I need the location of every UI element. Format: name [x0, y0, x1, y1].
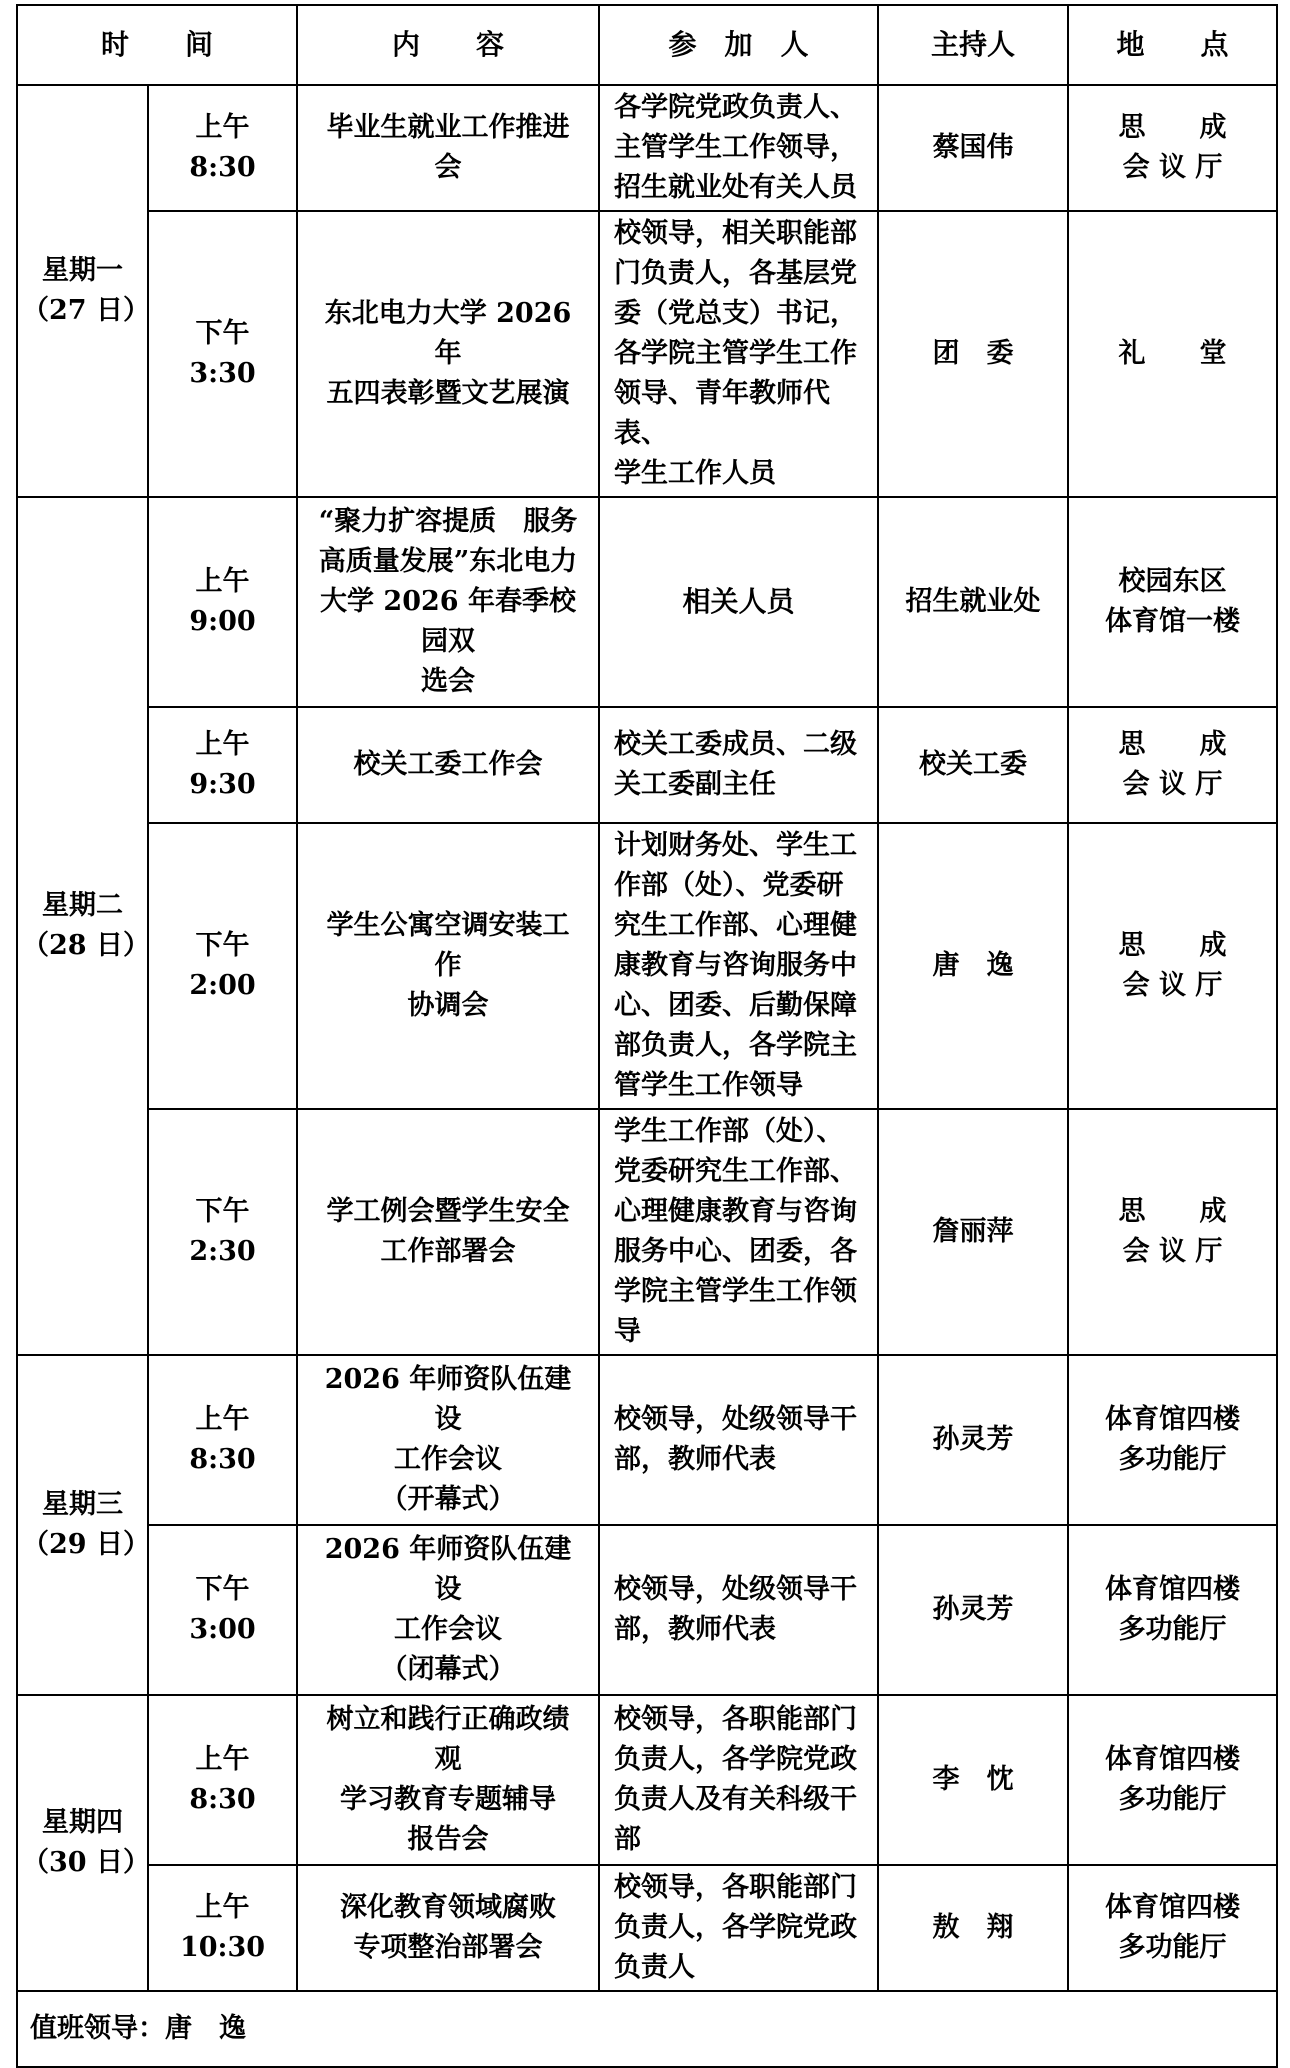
- participants-line: 部，教师代表: [614, 1614, 777, 1645]
- time-period: 下午: [195, 318, 250, 349]
- content-cell: [297, 497, 599, 707]
- time-cell: [148, 211, 297, 497]
- time-value: 2:00: [189, 970, 256, 1001]
- time-value: 8:30: [189, 152, 256, 183]
- host-cell: 蔡国伟: [878, 85, 1068, 211]
- day-label: 星期四: [42, 1807, 123, 1838]
- participants-cell: [599, 211, 878, 497]
- participants-line: 作部（处）、党委研: [614, 870, 844, 901]
- host-cell: 孙灵芳: [878, 1355, 1068, 1525]
- location-line: 体育馆一楼: [1105, 606, 1241, 637]
- time-period: 上午: [195, 112, 250, 143]
- content-line: 工作部署会: [380, 1236, 516, 1267]
- content-line: 校关工委工作会: [353, 749, 543, 780]
- schedule-body: [17, 85, 1277, 1991]
- participants-line: 导: [614, 1316, 642, 1347]
- participants-line: 部: [614, 1824, 642, 1855]
- content-cell: [297, 1865, 599, 1991]
- session-row: [17, 497, 1277, 707]
- day-cell: [17, 497, 148, 1355]
- participants-line: 委（党总支）书记，: [614, 298, 858, 329]
- location-line: 会 议 厅: [1122, 152, 1223, 183]
- participants-line: 学生工作部（处）、: [614, 1116, 844, 1147]
- location-line: 体育馆四楼: [1105, 1404, 1241, 1435]
- location-line: 多功能厅: [1118, 1932, 1227, 1963]
- host-cell: 唐 逸: [878, 823, 1068, 1109]
- participants-line: 负责人，各学院党政: [614, 1912, 858, 1943]
- location-cell: [1068, 1355, 1277, 1525]
- time-cell: [148, 85, 297, 211]
- duty-name: 唐 逸: [165, 2013, 246, 2044]
- participants-line: 关工委副主任: [614, 769, 777, 800]
- header-location: 地 点: [1068, 5, 1277, 85]
- time-period: 上午: [195, 1892, 250, 1923]
- time-value: 2:30: [189, 1236, 256, 1267]
- time-cell: [148, 1695, 297, 1865]
- participants-cell: [599, 85, 878, 211]
- participants-line: 究生工作部、心理健: [614, 910, 858, 941]
- host-cell: 詹丽萍: [878, 1109, 1068, 1355]
- time-value: 3:30: [189, 358, 256, 389]
- content-cell: [297, 707, 599, 823]
- location-cell: [1068, 1695, 1277, 1865]
- participants-line: 校领导，相关职能部: [614, 218, 858, 249]
- participants-line: 负责人: [614, 1952, 696, 1983]
- content-line: 高质量发展”东北电力: [318, 546, 578, 577]
- session-row: [17, 1355, 1277, 1525]
- participants-line: 心、团委、后勤保障: [614, 990, 858, 1021]
- time-cell: [148, 1525, 297, 1695]
- content-cell: [297, 823, 599, 1109]
- day-cell: [17, 1355, 148, 1695]
- header-row: [17, 5, 1277, 85]
- participants-line: 心理健康教育与咨询: [614, 1196, 858, 1227]
- duty-leader: [17, 1991, 1277, 2067]
- location-line: 思 成: [1118, 112, 1227, 143]
- location-cell: [1068, 707, 1277, 823]
- participants-line: 部负责人，各学院主: [614, 1030, 858, 1061]
- session-row: [17, 1525, 1277, 1695]
- day-date: （29 日）: [22, 1529, 150, 1560]
- time-cell: [148, 823, 297, 1109]
- content-cell: [297, 1695, 599, 1865]
- time-value: 9:00: [189, 606, 256, 637]
- content-line: （开幕式）: [380, 1484, 516, 1515]
- location-cell: [1068, 497, 1277, 707]
- participants-cell: [599, 707, 878, 823]
- participants-line: 计划财务处、学生工: [614, 830, 858, 861]
- participants-cell: [599, 1865, 878, 1991]
- participants-line: 相关人员: [682, 585, 795, 618]
- participants-line: 部，教师代表: [614, 1444, 777, 1475]
- content-cell: [297, 1109, 599, 1355]
- content-line: 2026 年师资队伍建设: [324, 1534, 572, 1605]
- content-line: （闭幕式）: [380, 1654, 516, 1685]
- location-line: 体育馆四楼: [1105, 1574, 1241, 1605]
- content-line: 深化教育领域腐败: [340, 1892, 557, 1923]
- host-cell: 校关工委: [878, 707, 1068, 823]
- participants-line: 服务中心、团委，各: [614, 1236, 858, 1267]
- content-line: 协调会: [407, 990, 489, 1021]
- content-line: 专项整治部署会: [353, 1932, 543, 1963]
- content-line: 大学 2026 年春季校园双: [320, 586, 576, 657]
- participants-cell: [599, 497, 878, 707]
- location-line: 思 成: [1118, 729, 1227, 760]
- participants-line: 校关工委成员、二级: [614, 729, 858, 760]
- participants-line: 学生工作人员: [614, 458, 777, 489]
- session-row: [17, 211, 1277, 497]
- time-cell: [148, 497, 297, 707]
- location-line: 多功能厅: [1118, 1784, 1227, 1815]
- participants-line: 负责人，各学院党政: [614, 1744, 858, 1775]
- content-line: “聚力扩容提质 服务: [318, 506, 578, 537]
- time-cell: [148, 1355, 297, 1525]
- day-label: 星期三: [42, 1489, 123, 1520]
- participants-cell: [599, 1525, 878, 1695]
- participants-line: 校领导，各职能部门: [614, 1872, 858, 1903]
- participants-line: 管学生工作领导: [614, 1070, 804, 1101]
- day-label: 星期二: [42, 890, 123, 921]
- time-period: 上午: [195, 729, 250, 760]
- time-value: 10:30: [179, 1932, 266, 1963]
- participants-line: 学院主管学生工作领: [614, 1276, 858, 1307]
- location-line: 会 议 厅: [1122, 970, 1223, 1001]
- session-row: [17, 85, 1277, 211]
- day-date: （28 日）: [22, 930, 150, 961]
- location-line: 会 议 厅: [1122, 1236, 1223, 1267]
- host-cell: 孙灵芳: [878, 1525, 1068, 1695]
- session-row: [17, 823, 1277, 1109]
- location-line: 礼 堂: [1118, 338, 1227, 369]
- participants-line: 领导、青年教师代表、: [614, 378, 831, 449]
- content-cell: [297, 85, 599, 211]
- location-line: 体育馆四楼: [1105, 1892, 1241, 1923]
- content-line: 报告会: [407, 1824, 489, 1855]
- day-date: （30 日）: [22, 1847, 150, 1878]
- time-period: 下午: [195, 930, 250, 961]
- content-line: 学习教育专题辅导: [340, 1784, 557, 1815]
- location-line: 思 成: [1118, 930, 1227, 961]
- content-line: 工作会议: [394, 1444, 503, 1475]
- day-cell: [17, 85, 148, 497]
- content-line: 学工例会暨学生安全: [326, 1196, 570, 1227]
- time-value: 8:30: [189, 1444, 256, 1475]
- time-period: 上午: [195, 1404, 250, 1435]
- host-cell: 李 忱: [878, 1695, 1068, 1865]
- time-period: 上午: [195, 1744, 250, 1775]
- content-line: 五四表彰暨文艺展演: [326, 378, 570, 409]
- participants-line: 招生就业处有关人员: [614, 172, 858, 203]
- time-value: 3:00: [189, 1614, 256, 1645]
- location-cell: [1068, 211, 1277, 497]
- content-line: 树立和践行正确政绩观: [326, 1704, 570, 1775]
- time-value: 8:30: [189, 1784, 256, 1815]
- header-host: 主持人: [878, 5, 1068, 85]
- location-cell: [1068, 1525, 1277, 1695]
- participants-cell: [599, 1109, 878, 1355]
- participants-line: 门负责人，各基层党: [614, 258, 858, 289]
- participants-line: 校领导，处级领导干: [614, 1574, 858, 1605]
- time-cell: [148, 1865, 297, 1991]
- participants-cell: [599, 1355, 878, 1525]
- time-value: 9:30: [189, 769, 256, 800]
- participants-line: 康教育与咨询服务中: [614, 950, 858, 981]
- location-cell: [1068, 85, 1277, 211]
- day-label: 星期一: [42, 255, 123, 286]
- location-cell: [1068, 1109, 1277, 1355]
- content-line: 2026 年师资队伍建设: [324, 1364, 572, 1435]
- participants-line: 负责人及有关科级干: [614, 1784, 858, 1815]
- session-row: [17, 1109, 1277, 1355]
- location-line: 多功能厅: [1118, 1614, 1227, 1645]
- time-period: 下午: [195, 1196, 250, 1227]
- participants-line: 主管学生工作领导，: [614, 132, 858, 163]
- time-cell: [148, 707, 297, 823]
- schedule-sheet: [16, 4, 1278, 2068]
- content-cell: [297, 1525, 599, 1695]
- time-cell: [148, 1109, 297, 1355]
- participants-line: 党委研究生工作部、: [614, 1156, 858, 1187]
- time-period: 上午: [195, 566, 250, 597]
- host-cell: 招生就业处: [878, 497, 1068, 707]
- participants-line: 校领导，各职能部门: [614, 1704, 858, 1735]
- schedule-table: [16, 4, 1278, 2068]
- footer-row: [17, 1991, 1277, 2067]
- content-line: 学生公寓空调安装工作: [326, 910, 570, 981]
- participants-line: 各学院党政负责人、: [614, 92, 858, 123]
- header-content: 内 容: [297, 5, 599, 85]
- location-cell: [1068, 823, 1277, 1109]
- content-line: 东北电力大学 2026 年: [324, 298, 572, 369]
- location-line: 会 议 厅: [1122, 769, 1223, 800]
- content-cell: [297, 1355, 599, 1525]
- header-participants: 参 加 人: [599, 5, 878, 85]
- host-cell: 团 委: [878, 211, 1068, 497]
- session-row: [17, 1865, 1277, 1991]
- session-row: [17, 1695, 1277, 1865]
- duty-label: 值班领导：: [30, 2013, 165, 2044]
- header-time: 时 间: [17, 5, 297, 85]
- content-line: 工作会议: [394, 1614, 503, 1645]
- location-line: 思 成: [1118, 1196, 1227, 1227]
- time-period: 下午: [195, 1574, 250, 1605]
- participants-cell: [599, 1695, 878, 1865]
- participants-line: 校领导，处级领导干: [614, 1404, 858, 1435]
- content-line: 毕业生就业工作推进会: [326, 112, 570, 183]
- location-cell: [1068, 1865, 1277, 1991]
- location-line: 校园东区: [1118, 566, 1227, 597]
- host-cell: 敖 翔: [878, 1865, 1068, 1991]
- location-line: 体育馆四楼: [1105, 1744, 1241, 1775]
- participants-cell: [599, 823, 878, 1109]
- participants-line: 各学院主管学生工作: [614, 338, 858, 369]
- location-line: 多功能厅: [1118, 1444, 1227, 1475]
- day-date: （27 日）: [22, 295, 150, 326]
- session-row: [17, 707, 1277, 823]
- day-cell: [17, 1695, 148, 1991]
- content-line: 选会: [421, 666, 476, 697]
- content-cell: [297, 211, 599, 497]
